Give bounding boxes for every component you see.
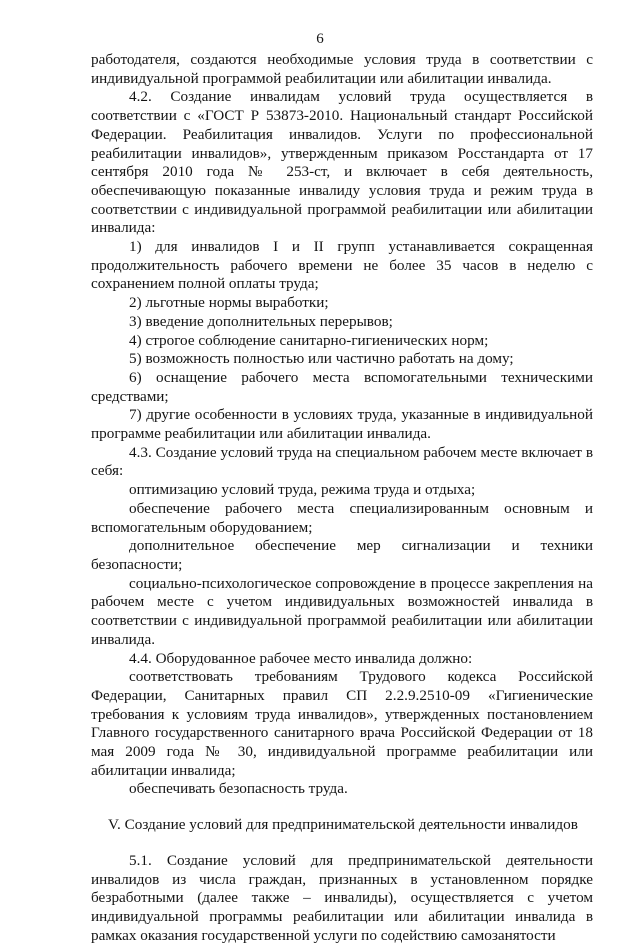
- list-item-compliance: соответствовать требованиям Трудового кодекса Российской Федерации, Санитарных правил СП 2.2.9.2510-09 «Гигиенические требования к условиям труда инвалидов», утвержденных постановлением Главного государственного санитарного врача Российской Федерации от 18 мая 2009 года № 30, индивидуальной программе реабилитации или абилитации инвалида;: [91, 668, 593, 779]
- list-item-safety-signals: дополнительное обеспечение мер сигнализации и техники безопасности;: [91, 537, 593, 573]
- section-heading: V. Создание условий для предпринимательской деятельности инвалидов: [108, 816, 578, 834]
- list-item-work-safety: обеспечивать безопасность труда.: [129, 780, 348, 798]
- list-item-3: 3) введение дополнительных перерывов;: [129, 312, 393, 330]
- paragraph-4-2: 4.2. Создание инвалидам условий труда осуществляется в соответствии с «ГОСТ Р 53873-2010. Национальный стандарт Российской Федерации. Реабилитация инвалидов. Услуги по профессиональной реабилитации инвалидов», утвержденным приказом Росстандарта от 17 сентября 2010 года № 253-ст, и включает в себя деятельность, обеспечивающую показанные инвалиду условия труда и режим труда в соответствии с индивидуальной программой реабилитации или абилитации инвалида:: [91, 88, 593, 237]
- list-item-optimization: оптимизацию условий труда, режима труда и отдыха;: [129, 481, 476, 499]
- list-item-psychological-support: социально-психологическое сопровождение в процессе закрепления на рабочем месте с учетом индивидуальных возможностей инвалида в соответствии с индивидуальной программой реабилитации или абилитации инвалида.: [91, 574, 593, 648]
- list-item-7: 7) другие особенности в условиях труда, указанные в индивидуальной программе реабилитации или абилитации инвалида.: [91, 406, 593, 443]
- paragraph-4-4: 4.4. Оборудованное рабочее место инвалида должно:: [129, 649, 473, 667]
- paragraph-5-1: 5.1. Создание условий для предпринимательской деятельности инвалидов из числа граждан, признанных в установленном порядке безработными (далее также – инвалиды), осуществляется с учетом индивидуальной программы реабилитации или абилитации инвалида в рамках оказания государственной услуги по содействию самозанятости: [91, 851, 593, 944]
- paragraph-continuation: работодателя, создаются необходимые условия труда в соответствии с индивидуальной программой реабилитации или абилитации инвалида.: [91, 51, 593, 87]
- list-item-2: 2) льготные нормы выработки;: [129, 294, 329, 312]
- list-item-4: 4) строгое соблюдение санитарно-гигиенических норм;: [129, 331, 489, 349]
- list-item-equipment: обеспечение рабочего места специализированным основным и вспомогательным оборудованием;: [91, 499, 593, 536]
- list-item-1: 1) для инвалидов I и II групп устанавливается сокращенная продолжительность рабочего времени не более 35 часов в неделю с сохранением полной оплаты труда;: [91, 238, 593, 293]
- document-body: [91, 51, 593, 945]
- list-item-6: 6) оснащение рабочего места вспомогательными техническими средствами;: [91, 368, 593, 405]
- list-item-5: 5) возможность полностью или частично работать на дому;: [129, 350, 514, 368]
- paragraph-4-3: 4.3. Создание условий труда на специальном рабочем месте включает в себя:: [91, 443, 593, 480]
- page-number: 6: [316, 31, 324, 47]
